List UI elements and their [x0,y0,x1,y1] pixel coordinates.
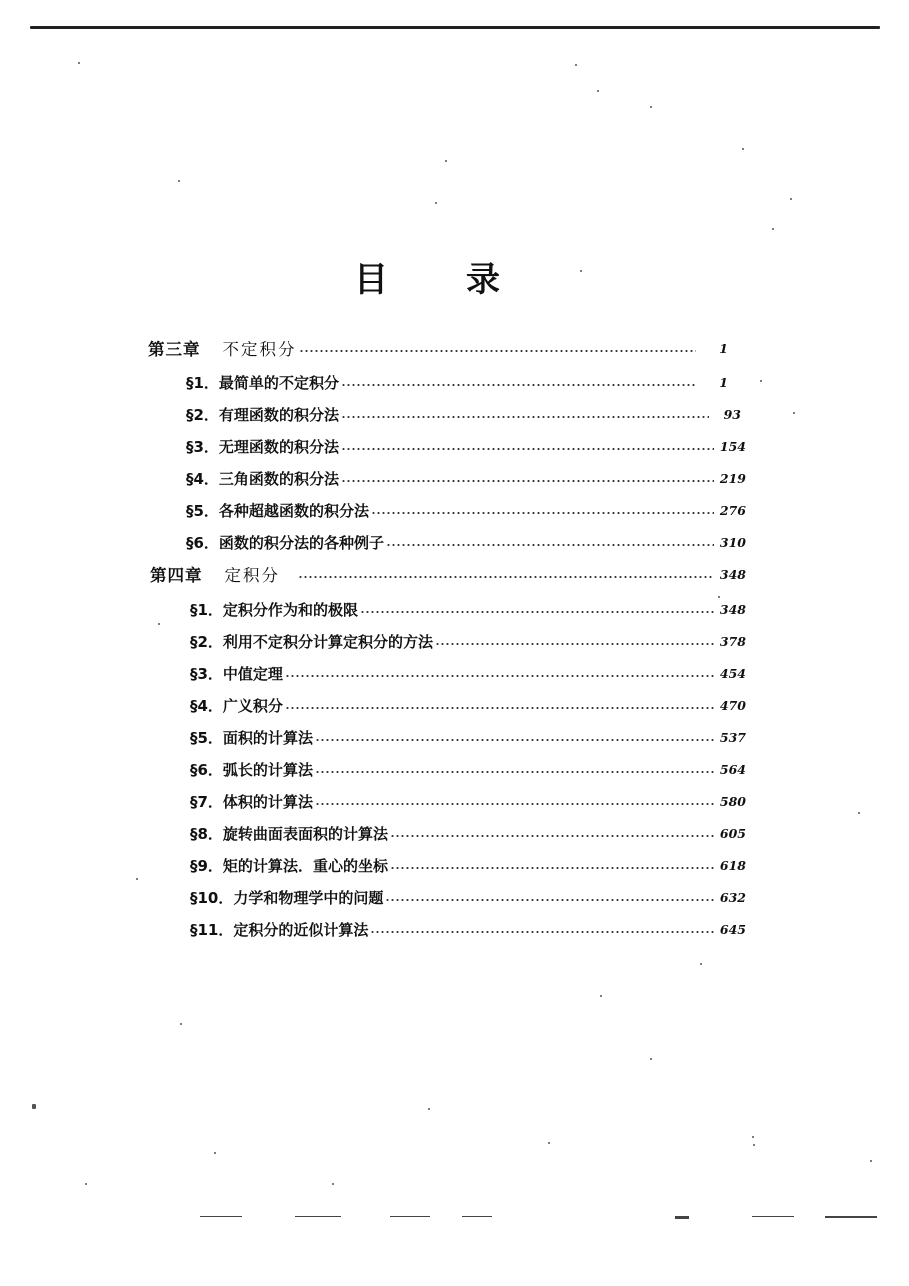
section-label: §11．定积分的近似计算法 [190,920,369,939]
section-label: §5．各种超越函数的积分法 [186,501,369,520]
leader-dots [360,611,714,613]
section-label: §4．广义积分 [190,696,283,715]
page-number: 93 [723,406,741,422]
toc-section[interactable] [186,529,746,555]
leader-dots [435,643,714,645]
section-label: §8．旋转曲面表面积的计算法 [190,824,388,843]
toc-section[interactable] [190,596,746,622]
toc-section[interactable] [190,660,746,686]
leader-dots [370,931,714,933]
page-number: 618 [719,857,746,873]
page-number: 537 [719,729,746,745]
page-number: 605 [719,825,746,841]
chapter-number: 第三章 [148,340,201,359]
toc-section[interactable] [190,692,746,718]
leader-dots [390,867,714,869]
leader-dots [315,739,714,741]
page-number: 580 [719,793,746,809]
toc-section[interactable] [190,788,746,814]
section-label: §3．中值定理 [190,664,283,683]
leader-dots [385,899,714,901]
page-number: 1 [719,340,728,356]
leader-dots [285,707,714,709]
section-label: §1．最简单的不定积分 [186,373,339,392]
toc-title-char-2: 录 [466,260,500,300]
section-label: §6．弧长的计算法 [190,760,313,779]
toc-section[interactable] [190,756,746,782]
chapter-name: 定积分 [224,566,280,585]
leader-dots [285,675,714,677]
toc-section[interactable] [186,369,728,395]
section-label: §5．面积的计算法 [190,728,313,747]
section-label: §2．有理函数的积分法 [186,405,339,424]
toc-section[interactable] [190,884,746,910]
page-number: 219 [719,470,746,486]
toc-title-char-1: 目 [354,260,388,300]
toc-section[interactable] [186,497,746,523]
toc-section[interactable] [190,820,746,846]
chapter-name: 不定积分 [222,340,297,359]
toc-section[interactable] [190,916,746,942]
section-label: §9．矩的计算法．重心的坐标 [190,856,388,875]
leader-dots [315,771,714,773]
toc-chapter-3[interactable] [148,335,728,361]
page-number: 276 [719,502,746,518]
page-number: 378 [719,633,746,649]
toc-section[interactable] [190,852,746,878]
page-number: 564 [719,761,746,777]
page-number: 470 [719,697,746,713]
page-number: 1 [719,374,728,390]
chapter-number: 第四章 [150,566,203,585]
leader-dots [371,512,714,514]
section-label: §2．利用不定积分计算定积分的方法 [190,632,433,651]
leader-dots [299,350,697,352]
page-number: 348 [719,566,746,582]
leader-dots [315,803,714,805]
toc-chapter-4[interactable] [150,561,746,587]
top-rule [30,26,880,29]
leader-dots [341,448,714,450]
page-number: 154 [719,438,746,454]
page-number: 454 [719,665,746,681]
toc-title [354,252,554,300]
leader-dots [341,480,714,482]
leader-dots [341,384,696,386]
page-number: 348 [719,601,746,617]
page-number: 645 [719,921,746,937]
toc-section[interactable] [190,724,746,750]
section-label: §4．三角函数的积分法 [186,469,339,488]
section-label: §1．定积分作为和的极限 [190,600,358,619]
bottom-scan-marks [200,1216,880,1220]
section-label: §7．体积的计算法 [190,792,313,811]
page-number: 310 [719,534,746,550]
leader-dots [298,576,714,578]
section-label: §3．无理函数的积分法 [186,437,339,456]
toc-section[interactable] [190,628,746,654]
toc-section[interactable] [186,433,746,459]
leader-dots [390,835,714,837]
section-label: §10．力学和物理学中的问题 [190,888,384,907]
page-number: 632 [719,889,746,905]
toc-section[interactable] [186,401,741,427]
leader-dots [386,544,714,546]
toc-section[interactable] [186,465,746,491]
section-label: §6．函数的积分法的各种例子 [186,533,384,552]
leader-dots [341,416,709,418]
